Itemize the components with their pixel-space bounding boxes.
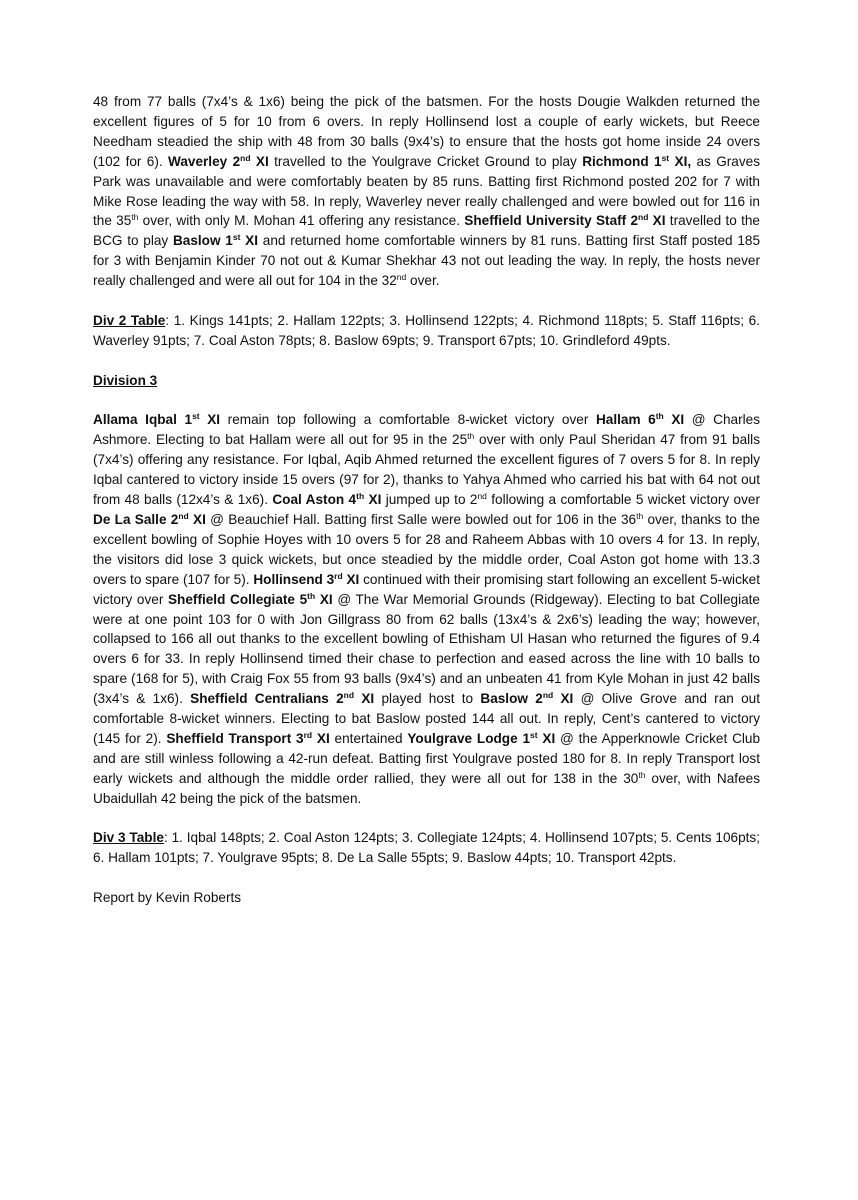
ordinal-suffix: nd (477, 491, 487, 502)
report-text: travelled to the BCG to play (93, 213, 760, 249)
team-name-text: XI (648, 213, 666, 229)
report-byline: Report by Kevin Roberts (93, 890, 242, 906)
div3-table-label: Div 3 Table (93, 830, 164, 846)
ordinal-suffix: rd (303, 729, 313, 740)
div3-table-paragraph (93, 828, 760, 868)
team-name-text: XI (315, 591, 333, 607)
ordinal-suffix: th (356, 491, 365, 502)
team-name-text: XI (250, 153, 269, 169)
report-text: as Graves Park was unavailable and were comfortably beaten by 85 runs. Batting first Richmond posted 202 for 7 with Mike Rose leading the way with 58. In reply, Waverley never really challenged and were bowled out for 116 in the 35 (93, 153, 761, 229)
report-text: jumped up to 2 (381, 492, 478, 508)
ordinal-suffix: nd (638, 212, 649, 223)
ordinal-suffix: th (131, 212, 139, 223)
division2-results-paragraph (93, 92, 760, 291)
report-text: played host to (374, 691, 481, 707)
ordinal-suffix: nd (542, 690, 554, 701)
report-text: over with only Paul Sheridan 47 from 91 balls (7x4’s) offering any resistance. For Iqbal, Aqib Ahmed returned the excellent figures of 7 overs 5 for 8. In reply Iqbal cantered to victory inside 15 overs (97 for 2), thanks to Yahya Ahmed who carried his bat with 64 not out from 48 balls (12x4’s & 1x6). (93, 432, 760, 508)
report-text: @ The War Memorial Grounds (Ridgeway). Electing to bat Collegiate were at one point 103 for 0 with Jon Gillgrass 80 from 62 balls (13x4’s & 2x6’s) leading the way; however, collapsed to 166 all out thanks to the excellent bowling of Ethisham Ul Hasan who returned the figures of 9.4 overs 6 for 33. In reply Hollinsend timed their chase to perfection and eased across the line with 10 balls to spare (168 for 5), with Craig Fox 55 from 93 balls (9x4’s) and an unbeaten 41 from Kyle Mohan in just 42 balls (3x4’s & 1x6). (93, 591, 760, 707)
report-text: travelled to the Youlgrave Cricket Ground to play (268, 153, 583, 169)
report-text: over, thanks to the excellent bowling of Sophie Hoyes with 10 overs 5 for 28 and Raheem Abbas with 10 overs 4 for 13. In reply, the visitors did lose 3 quick wickets, but once steadied by the middle order, Coal Aston got home with 13.3 overs to spare (107 for 5). (93, 511, 760, 587)
team-name-text: Coal Aston 4 (272, 492, 357, 508)
ordinal-suffix: st (232, 232, 241, 243)
ordinal-suffix: th (307, 590, 316, 601)
team-name-text: Sheffield University Staff 2 (464, 213, 639, 229)
ordinal-suffix: nd (396, 272, 407, 283)
ordinal-suffix: nd (343, 690, 355, 701)
ordinal-suffix: nd (240, 152, 251, 163)
team-name-text: XI (553, 691, 574, 707)
team-name-text: Hallam 6 (595, 412, 656, 428)
ordinal-suffix: st (192, 411, 200, 422)
division3-heading-text: Division 3 (93, 372, 158, 388)
division3-results-paragraph (93, 410, 760, 808)
report-text: over, with Nafees Ubaidullah 42 being the pick of the batsmen. (93, 770, 760, 806)
team-name-text: Baslow 2 (480, 691, 543, 707)
report-text: over, with only M. Mohan 41 offering any resistance. (138, 213, 465, 229)
report-text: @ the Apperknowle Cricket Club and are still winless following a 42-run defeat. Batting first Youlgrave posted 180 for 8. In reply Transport lost early wickets and although the middle order rallied, they were all out for 138 in the 30 (93, 730, 761, 786)
team-name-text: Youlgrave Lodge 1 (407, 730, 531, 746)
team-name-text: Hollinsend 3 (253, 571, 335, 587)
team-name-text: XI (364, 492, 382, 508)
team-name-text: Baslow 1 (172, 233, 233, 249)
report-text: entertained (329, 730, 408, 746)
div3-table-standings: : 1. Iqbal 148pts; 2. Coal Aston 124pts; 3. Collegiate 124pts; 4. Hollinsend 107pts; 5. Cents 106pts; 6. Hallam 101pts; 7. Youlgrave 95pts; 8. De La Salle 55pts; 9. Baslow 44pts; 10. Transport 42pts. (93, 830, 761, 866)
team-name-text: Allama Iqbal 1 (93, 412, 193, 428)
team-name-text: XI (188, 511, 206, 527)
report-text: 48 from 77 balls (7x4’s & 1x6) being the pick of the batsmen. For the hosts Dougie Walkden returned the excellent figures of 5 for 10 from 6 overs. In reply Hollinsend lost a couple of early wickets, but Reece Needham steadied the ship with 48 from 30 balls (9x4’s) to ensure that the hosts got home inside 24 overs (102 for 6). (93, 94, 760, 169)
ordinal-suffix: th (467, 431, 475, 442)
ordinal-suffix: nd (178, 510, 189, 521)
document-page (93, 92, 760, 928)
team-name-text: Sheffield Transport 3 (166, 730, 304, 746)
team-name-text: XI (537, 730, 556, 746)
report-text: and returned home comfortable winners by 81 runs. Batting first Staff posted 185 for 3 with Benjamin Kinder 70 not out & Kumar Shekhar 43 not out leading the way. In reply, the hosts never really challenged and were all out for 104 in the 32 (93, 233, 761, 289)
report-text: @ Charles Ashmore. Electing to bat Hallam were all out for 95 in the 25 (93, 412, 761, 448)
team-name-text: XI (354, 691, 375, 707)
report-text: over. (406, 273, 440, 289)
report-text: continued with their promising start following an excellent 5-wicket victory over (93, 571, 760, 607)
ordinal-suffix: th (655, 411, 664, 422)
team-name-text: Sheffield Centralians 2 (190, 691, 344, 707)
division3-heading (93, 371, 760, 391)
div2-table-standings: : 1. Kings 141pts; 2. Hallam 122pts; 3. Hollinsend 122pts; 4. Richmond 118pts; 5. Staff 116pts; 6. Waverley 91pts; 7. Coal Aston 78pts; 8. Baslow 69pts; 9. Transport 67pts; 10. Grindleford 49pts. (93, 312, 761, 348)
team-name-text: XI (312, 730, 330, 746)
ordinal-suffix: th (638, 769, 646, 780)
team-name-text: Waverley 2 (168, 153, 241, 169)
report-text: following a comfortable 5 wicket victory over (486, 492, 761, 508)
team-name-text: XI (663, 412, 685, 428)
ordinal-suffix: th (636, 510, 644, 521)
ordinal-suffix: st (530, 729, 538, 740)
div2-table-label: Div 2 Table (93, 312, 166, 328)
team-name-text: XI (240, 233, 259, 249)
report-text: remain top following a comfortable 8-wicket victory over (220, 412, 596, 428)
report-text: @ Olive Grove and ran out comfortable 8-wicket winners. Electing to bat Baslow posted 144 all out. In reply, Cent’s cantered to victory (145 for 2). (93, 691, 760, 746)
report-text: @ Beauchief Hall. Batting first Salle were bowled out for 106 in the 36 (205, 511, 637, 527)
ordinal-suffix: rd (334, 570, 343, 581)
team-name-text: XI, (669, 153, 692, 169)
div2-table-paragraph (93, 311, 760, 351)
ordinal-suffix: st (661, 152, 670, 163)
team-name-text: Richmond 1 (582, 153, 662, 169)
team-name-text: XI (342, 571, 360, 587)
team-name-text: XI (199, 412, 221, 428)
team-name-text: De La Salle 2 (93, 511, 179, 527)
team-name-text: Sheffield Collegiate 5 (167, 591, 308, 607)
